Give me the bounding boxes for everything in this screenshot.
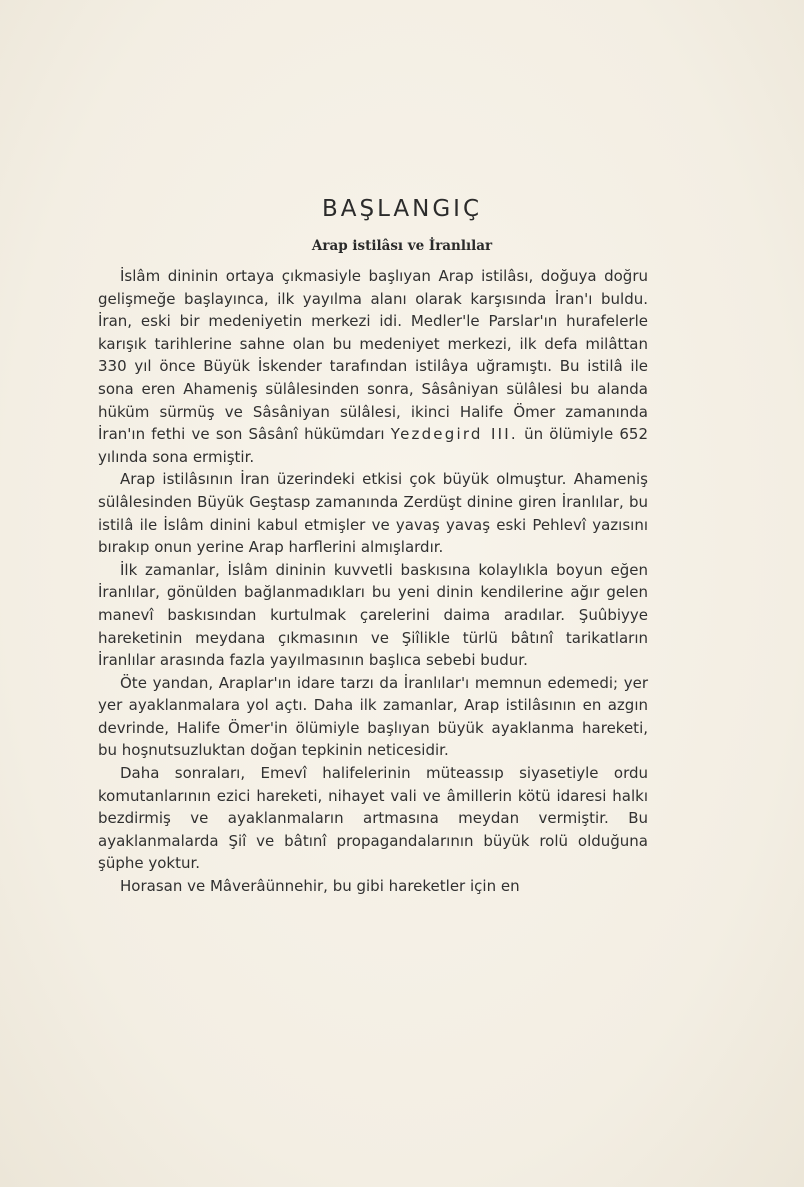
paragraph-1	[98, 265, 648, 468]
paragraph-1-text: İslâm dininin ortaya çıkmasiyle başlıyan Arap istilâsı, doğuya doğru gelişmeğe başlayınca, ilk yayılma alanı olarak karşısında İran'ı buldu. İran, eski bir medeniyetin merkezi idi. Medler'le Parslar'ın hurafelerle karışık tarihlerine sahne olan bu medeniyet merkezi, ilk defa milâttan 330 yıl önce Büyük İskender tarafından istilâya uğramıştı. Bu istilâ ile sona eren Ahameniş sülâlesinden sonra, Sâsâniyan sülâlesi bu alanda hüküm sürmüş ve Sâsâniyan sülâlesi, ikinci Halife Ömer zamanında İran'ın fethi ve son Sâsânî hükümdarı	[98, 267, 648, 444]
paragraph-1-text-end: ün ölümiyle 652 yılında sona ermiştir.	[98, 425, 648, 466]
ruler-name: Yezdegird III.	[390, 425, 518, 444]
paragraph-6: Horasan ve Mâverâünnehir, bu gibi hareketler için en	[120, 877, 520, 896]
paragraph-3: İlk zamanlar, İslâm dininin kuvvetli baskısına kolaylıkla boyun eğen İranlılar, gönülden bağlanmadıkları bu yeni dinin kendilerine ağır gelen manevî baskısından kurtulmak çarelerini daima aradılar. Şuûbiyye hareketinin meydana çıkmasının ve Şiîlikle türlü bâtınî tarikatların İranlılar arasında fazla yayılmasının başlıca sebebi budur.	[98, 560, 648, 670]
section-title: Arap istilâsı ve İranlılar	[311, 238, 493, 254]
paragraph-5: Daha sonraları, Emevî halifelerinin müteassıp siyasetiyle ordu komutanlarının ezici hareketi, nihayet vali ve âmillerin kötü idaresi halkı bezdirmiş ve ayaklanmaların artmasına meydan vermiştir. Bu ayaklanmalarda Şiî ve bâtınî propagandalarının büyük rolü olduğuna şüphe yoktur.	[98, 764, 648, 873]
chapter-title: BAŞLANGIÇ	[321, 196, 483, 222]
body-text	[98, 265, 648, 898]
paragraph-2: Arap istilâsının İran üzerindeki etkisi çok büyük olmuştur. Ahameniş sülâlesinden Büyük Geştasp zamanında Zerdüşt dinine giren İranlılar, bu istilâ ile İslâm dinini kabul etmişler ve yavaş yavaş eski Pehlevî yazısını bırakıp onun yerine Arap harflerini almışlardır.	[98, 470, 648, 557]
paragraph-4: Öte yandan, Araplar'ın idare tarzı da İranlılar'ı memnun edemedi; yer yer ayaklanmalara yol açtı. Daha ilk zamanlar, Arap istilâsının en azgın devrinde, Halife Ömer'in ölümiyle başlıyan büyük ayaklanma hareketi, bu hoşnutsuzluktan doğan tepkinin neticesidir.	[98, 673, 648, 760]
